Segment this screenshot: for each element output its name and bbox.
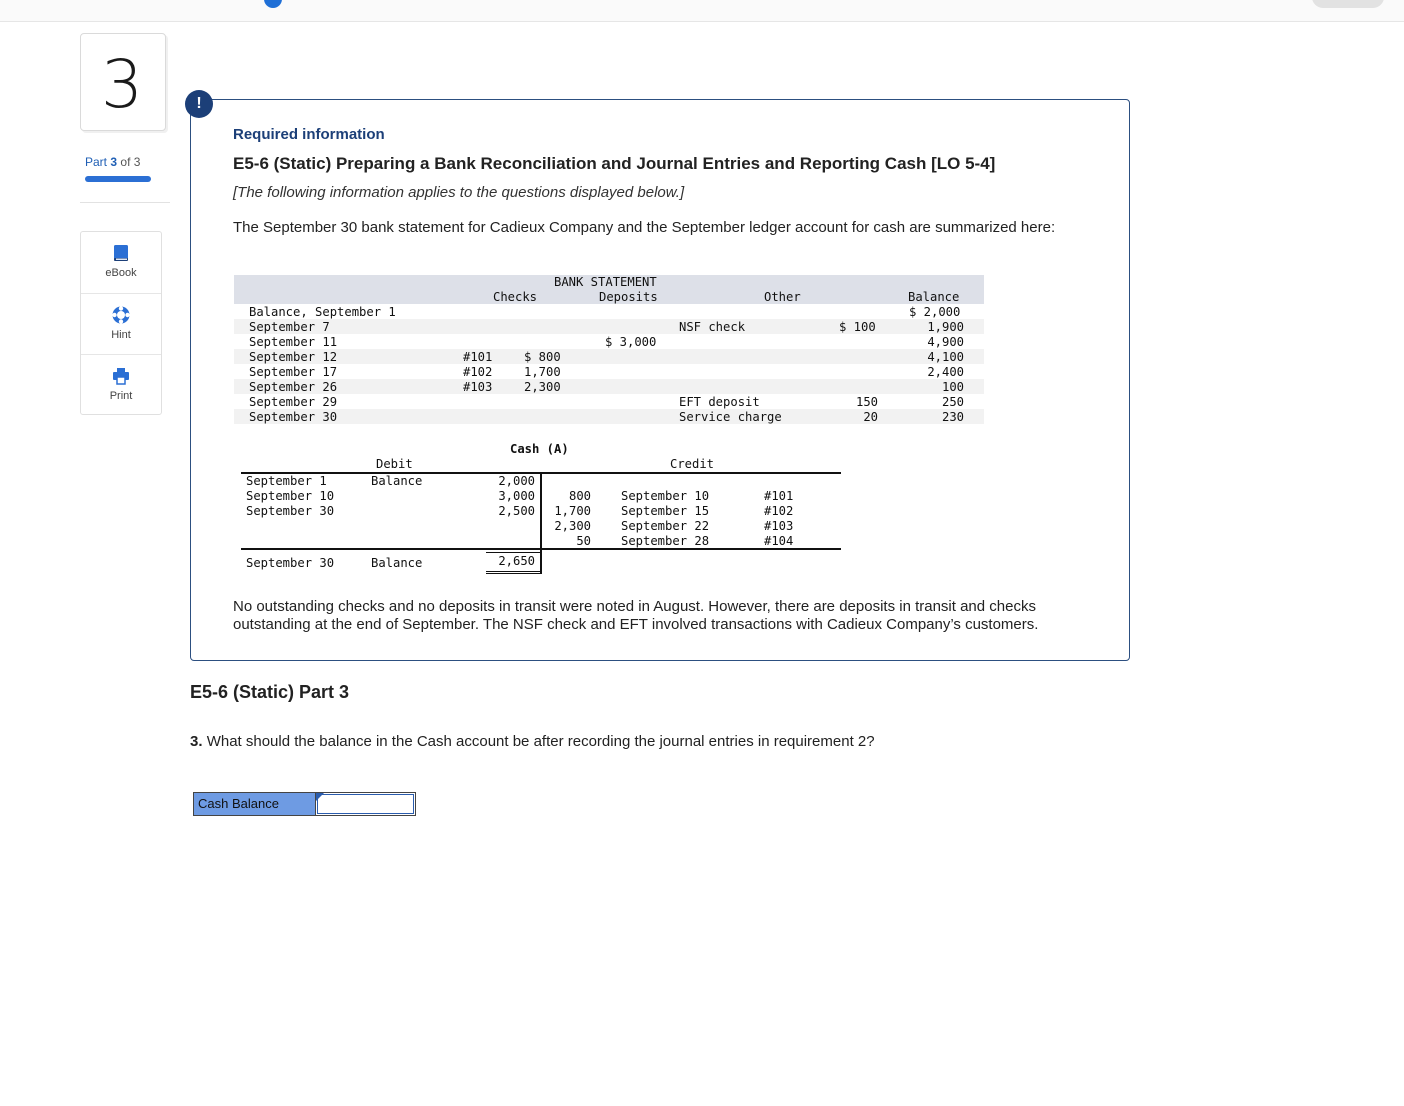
ledger-credit-ref: #101: [764, 489, 794, 503]
bank-date: September 7: [249, 320, 330, 334]
bank-balance: $ 2,000: [909, 305, 961, 319]
col-balance: Balance: [908, 290, 960, 304]
ledger-center-rule: [540, 472, 542, 574]
ledger-credit-amount: 50: [576, 534, 591, 548]
bank-check-no: #102: [463, 365, 493, 379]
ebook-label: eBook: [105, 267, 137, 279]
col-other: Other: [764, 290, 801, 304]
ledger-debit-desc: Balance: [371, 474, 423, 488]
ledger-ending-desc: Balance: [371, 556, 423, 570]
bank-other-desc: EFT deposit: [679, 395, 760, 409]
info-icon[interactable]: [264, 0, 282, 8]
cash-ledger-t-account: [241, 442, 841, 577]
bank-statement-title: BANK STATEMENT: [554, 275, 657, 289]
bank-balance: 4,100: [927, 350, 964, 364]
ledger-credit-header: Credit: [670, 457, 715, 471]
ledger-credit-ref: #104: [764, 534, 794, 548]
bank-date: September 17: [249, 365, 338, 379]
print-label: Print: [109, 390, 133, 402]
row-stripe: [234, 379, 984, 394]
bank-other-desc: Service charge: [679, 410, 782, 424]
question-number-label: 3.: [190, 733, 203, 750]
part-word: Part: [85, 155, 108, 169]
part-indicator: [85, 155, 140, 169]
ledger-ending-date: September 30: [246, 556, 335, 570]
bank-deposit: $ 3,000: [605, 335, 657, 349]
col-checks: Checks: [493, 290, 538, 304]
print-button[interactable]: [81, 354, 161, 415]
bank-check-amount: 2,300: [524, 380, 561, 394]
part-progress-bar: [85, 176, 151, 182]
ledger-bottom-rule: [241, 548, 841, 550]
bank-balance: 230: [941, 410, 964, 424]
ledger-credit-amount: 1,700: [554, 504, 591, 518]
ledger-debit-date: September 10: [246, 489, 335, 503]
bank-check-no: #101: [463, 350, 493, 364]
cash-balance-label: Cash Balance: [194, 793, 316, 815]
answer-row: [193, 792, 416, 816]
bank-date: September 11: [249, 335, 338, 349]
tools-panel: [80, 231, 162, 415]
printer-icon: [111, 366, 131, 386]
cash-balance-input[interactable]: [317, 794, 414, 814]
bank-other-amount: $ 100: [839, 320, 876, 334]
sidebar-divider: [80, 202, 170, 203]
ledger-debit-header: Debit: [376, 457, 413, 471]
bank-balance: 100: [941, 380, 964, 394]
required-title: Required information: [233, 126, 385, 143]
bank-balance: 1,900: [927, 320, 964, 334]
ledger-credit-amount: 800: [568, 489, 591, 503]
col-deposits: Deposits: [599, 290, 658, 304]
ebook-button[interactable]: [81, 232, 161, 293]
bank-check-no: #103: [463, 380, 493, 394]
ledger-credit-ref: #102: [764, 504, 794, 518]
ledger-debit-date: September 30: [246, 504, 335, 518]
bank-date: September 29: [249, 395, 338, 409]
hint-button[interactable]: [81, 293, 161, 354]
lifebuoy-icon: [111, 305, 131, 325]
bank-balance: 4,900: [927, 335, 964, 349]
bank-other-desc: NSF check: [679, 320, 746, 334]
input-flag-icon: [316, 793, 324, 801]
bank-date: September 26: [249, 380, 338, 394]
bank-check-amount: $ 800: [524, 350, 561, 364]
part-total: of 3: [120, 155, 141, 169]
part-current: 3: [110, 155, 118, 169]
ledger-credit-ref: #103: [764, 519, 794, 533]
bank-balance: 2,400: [927, 365, 964, 379]
bank-date: September 30: [249, 410, 338, 424]
ledger-debit-amount: 2,000: [498, 474, 535, 488]
alert-icon: !: [185, 90, 213, 118]
ledger-credit-date: September 15: [621, 504, 710, 518]
bank-date: Balance, September 1: [249, 305, 396, 319]
bank-check-amount: 1,700: [524, 365, 561, 379]
question-body: What should the balance in the Cash account be after recording the journal entries in requirement 2?: [206, 733, 875, 750]
question-text: [190, 733, 875, 750]
ledger-credit-amount: 2,300: [554, 519, 591, 533]
bank-other-amount: 20: [863, 410, 878, 424]
ledger-debit-date: September 1: [246, 474, 327, 488]
ledger-title: Cash (A): [510, 442, 569, 456]
question-number-card[interactable]: [80, 33, 166, 131]
ledger-debit-amount: 3,000: [498, 489, 535, 503]
book-icon: [111, 243, 131, 263]
top-bar: [0, 0, 1404, 22]
bank-statement-table: [234, 275, 984, 425]
exercise-heading: E5-6 (Static) Preparing a Bank Reconciliation and Journal Entries and Reporting Cash [LO 5-4]: [233, 154, 996, 173]
required-information-panel: [190, 99, 1130, 661]
ledger-credit-date: September 10: [621, 489, 710, 503]
exercise-note: [The following information applies to the questions displayed below.]: [233, 184, 685, 201]
row-stripe: [234, 349, 984, 364]
ledger-debit-amount: 2,500: [498, 504, 535, 518]
ledger-credit-date: September 28: [621, 534, 710, 548]
question-number: 3: [101, 46, 143, 123]
intro-text: The September 30 bank statement for Cadieux Company and the September ledger account for cash are summarized here:: [233, 219, 1056, 236]
bank-other-amount: 150: [855, 395, 878, 409]
top-right-button[interactable]: [1312, 0, 1384, 8]
part-heading: E5-6 (Static) Part 3: [190, 682, 350, 702]
bank-balance: 250: [941, 395, 964, 409]
ledger-ending-amount: 2,650: [498, 554, 535, 568]
hint-label: Hint: [111, 329, 131, 341]
ledger-credit-date: September 22: [621, 519, 710, 533]
bank-date: September 12: [249, 350, 338, 364]
closing-text: No outstanding checks and no deposits in transit were noted in August. However, there are deposits in transit and checks outstanding at the end of September. The NSF check and EFT involved transactions with Cadieux Company’s customers.: [233, 598, 1039, 633]
